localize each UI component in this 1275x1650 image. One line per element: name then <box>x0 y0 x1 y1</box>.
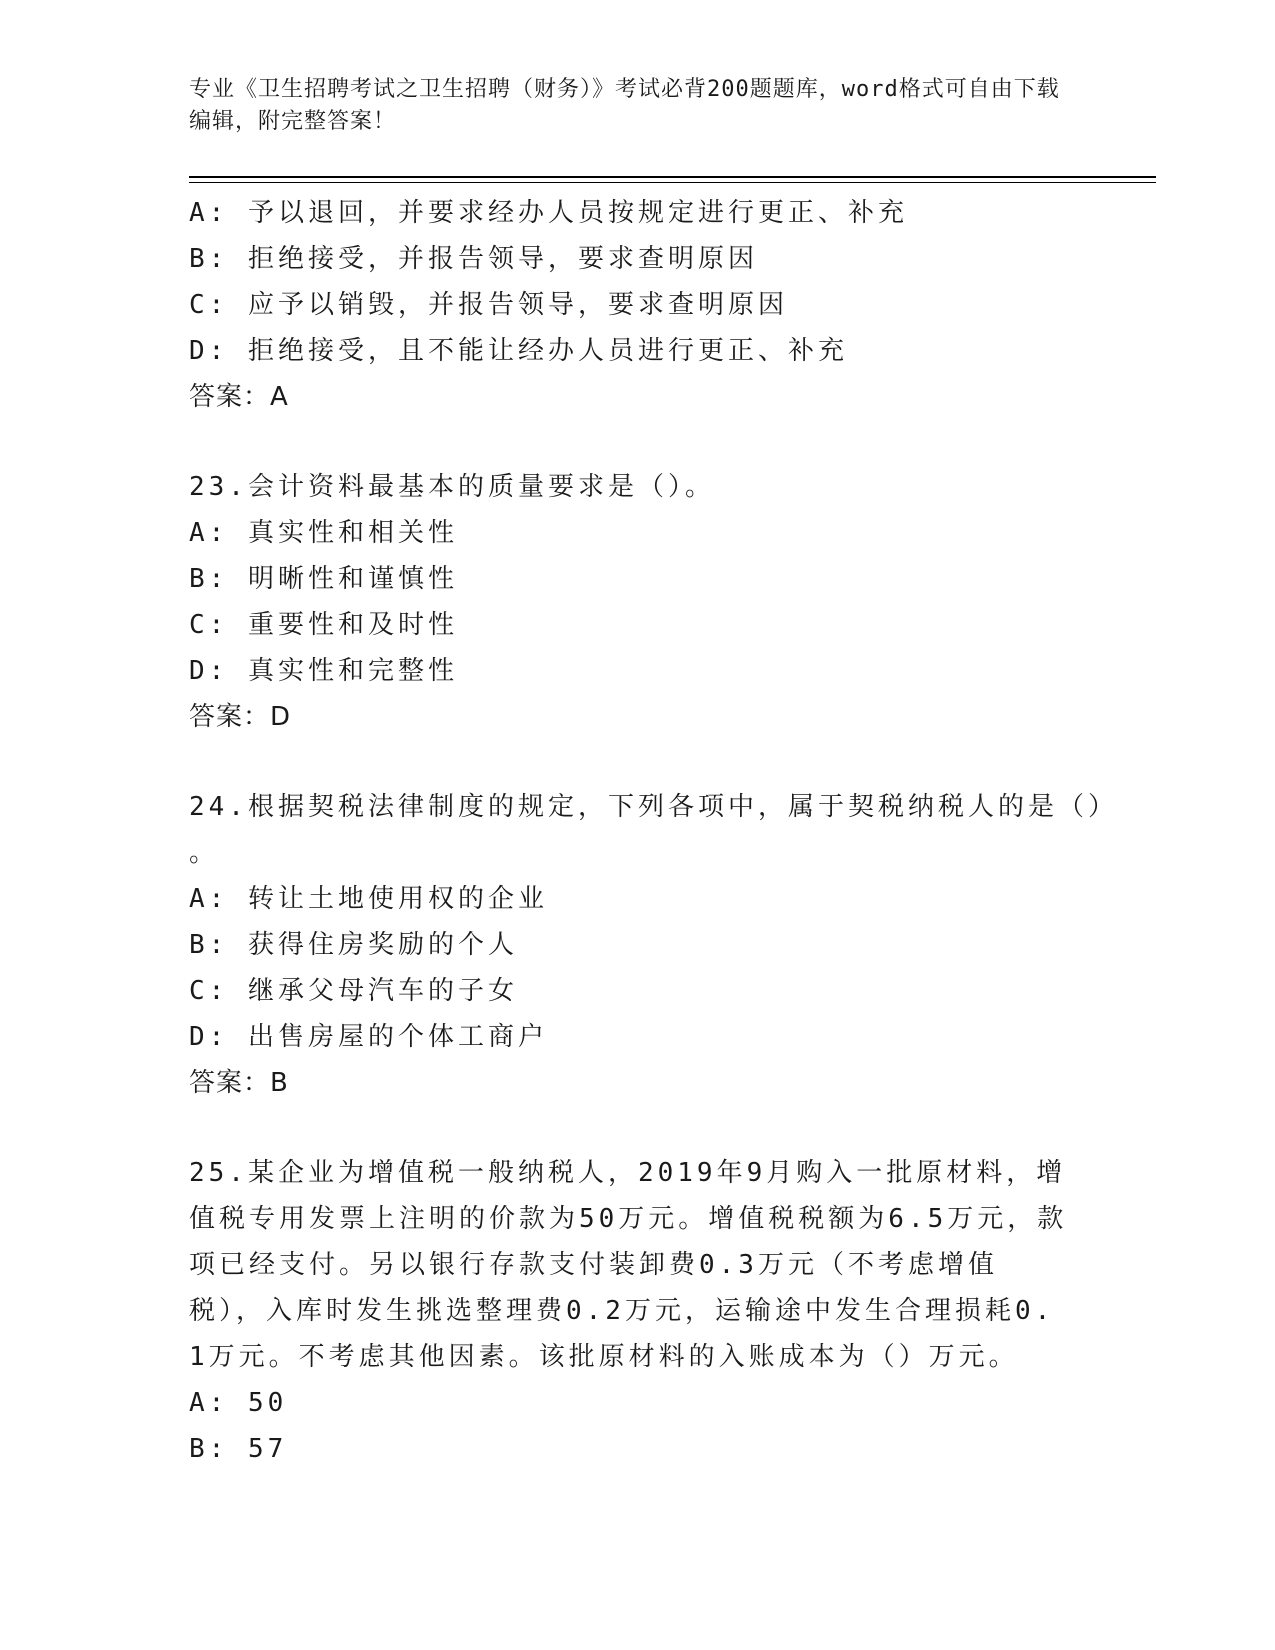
option-d: D: 真实性和完整性 <box>189 656 458 686</box>
answer-label: 答案： <box>189 1068 271 1098</box>
question-text: 23.会计资料最基本的质量要求是（）。 <box>189 472 715 502</box>
answer-label: 答案： <box>189 382 271 412</box>
question-list <box>189 190 1118 1472</box>
option-a: A: 真实性和相关性 <box>189 518 458 548</box>
option-a: A: 予以退回，并要求经办人员按规定进行更正、补充 <box>189 198 908 228</box>
question-23 <box>189 464 1089 740</box>
question-25 <box>189 1150 1089 1472</box>
option-c: C: 应予以销毁，并报告领导，要求查明原因 <box>189 290 788 320</box>
answer-line <box>189 374 1089 420</box>
header-divider-thick <box>189 176 1156 178</box>
answer-value: D <box>270 702 292 732</box>
question-22 <box>189 190 1089 420</box>
document-header: 专业《卫生招聘考试之卫生招聘（财务）》考试必背200题题库，word格式可自由下载编辑，附完整答案！ <box>189 77 1060 134</box>
answer-line <box>189 694 1089 740</box>
question-text-tail: 。 <box>189 838 220 868</box>
option-b: B: 57 <box>189 1434 288 1464</box>
option-b: B: 拒绝接受，并报告领导，要求查明原因 <box>189 244 758 274</box>
header-divider-thin <box>189 182 1156 183</box>
option-d: D: 拒绝接受，且不能让经办人员进行更正、补充 <box>189 336 848 366</box>
option-a: A: 转让土地使用权的企业 <box>189 884 548 914</box>
option-b: B: 获得住房奖励的个人 <box>189 930 518 960</box>
answer-line <box>189 1060 1089 1106</box>
question-text: 24.根据契税法律制度的规定，下列各项中，属于契税纳税人的是（） <box>189 792 1118 822</box>
option-d: D: 出售房屋的个体工商户 <box>189 1022 548 1052</box>
option-c: C: 继承父母汽车的子女 <box>189 976 518 1006</box>
answer-label: 答案： <box>189 702 271 732</box>
option-c: C: 重要性和及时性 <box>189 610 458 640</box>
option-b: B: 明晰性和谨慎性 <box>189 564 458 594</box>
question-24 <box>189 784 1118 1106</box>
answer-value: A <box>270 382 289 412</box>
answer-value: B <box>270 1068 289 1098</box>
question-text: 25.某企业为增值税一般纳税人，2019年9月购入一批原材料，增值税专用发票上注明的价款为50万元。增值税税额为6.5万元，款项已经支付。另以银行存款支付装卸费0.3万元（不考虑增值税），入库时发生挑选整理费0.2万元，运输途中发生合理损耗0.1万元。不考虑其他因素。该批原材料的入账成本为（）万元。 <box>189 1158 1068 1372</box>
option-a: A: 50 <box>189 1388 288 1418</box>
